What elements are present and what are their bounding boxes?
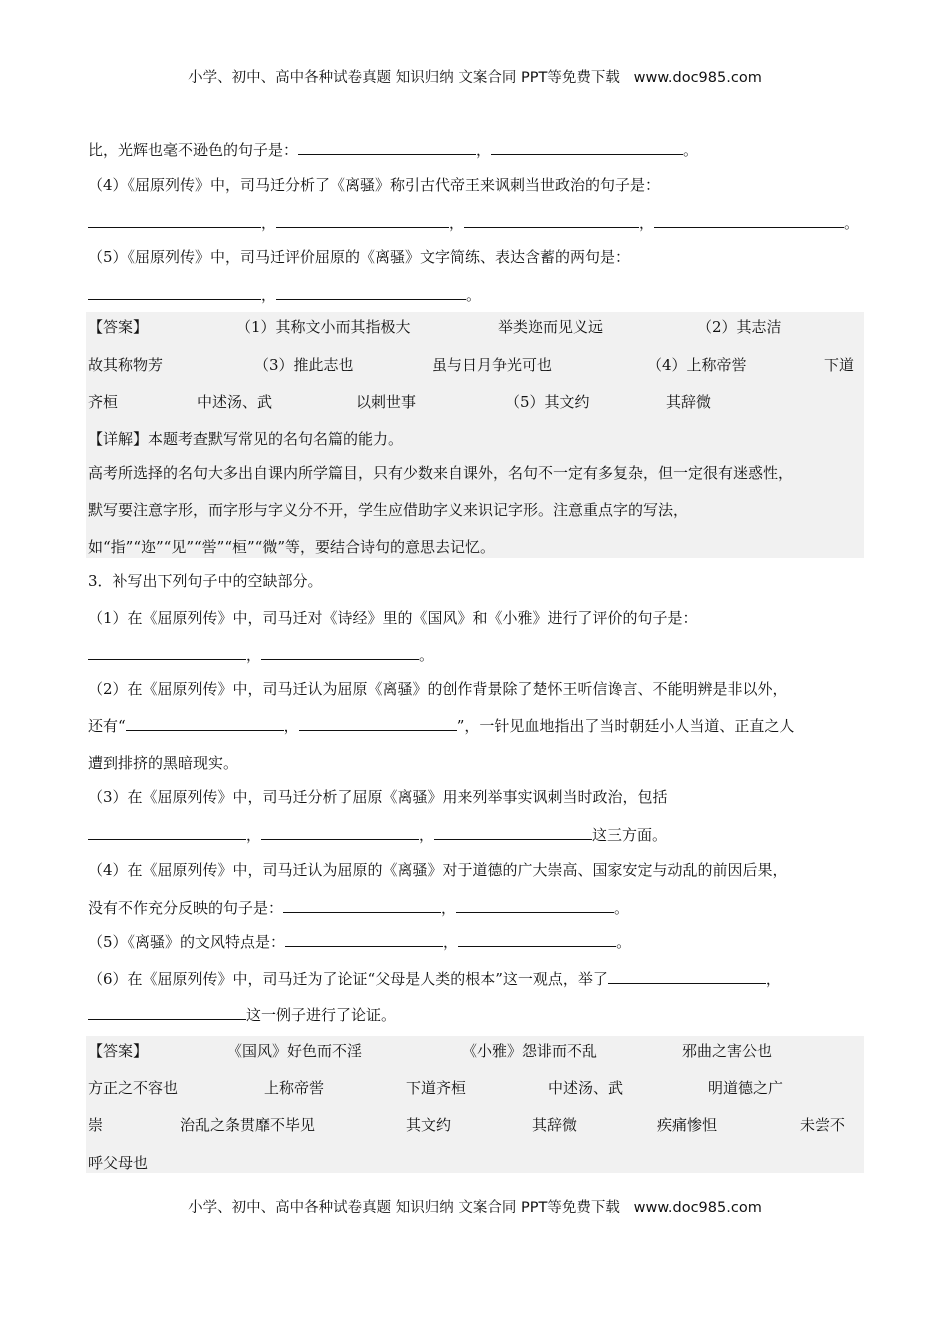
q3-2b xyxy=(88,716,794,736)
blank xyxy=(458,932,616,947)
comma: ， xyxy=(449,214,465,232)
q3-2c: 遭到排挤的黑暗现实。 xyxy=(88,754,239,772)
q3-6a xyxy=(88,969,781,989)
answer-item: 《国风》好色而不淫 xyxy=(227,1042,363,1060)
q3-2a: （2）在《屈原列传》中，司马迁认为屈原《离骚》的创作背景除了楚怀王听信谗言、不能明辨是非以外， xyxy=(88,680,788,698)
comma: ， xyxy=(441,899,457,917)
answer-item: 明道德之广 xyxy=(708,1079,784,1097)
period: 。 xyxy=(614,899,630,917)
comma: ， xyxy=(283,717,299,735)
answer-item: 中述汤、武 xyxy=(548,1079,624,1097)
period: 。 xyxy=(683,141,699,159)
comma: ， xyxy=(765,970,781,988)
blank xyxy=(299,716,457,731)
answer-item: 未尝不 xyxy=(800,1116,846,1134)
comma: ， xyxy=(476,141,492,159)
comma: ， xyxy=(639,214,655,232)
period: 。 xyxy=(844,214,860,232)
answer-item: （4）上称帝喾 xyxy=(647,356,747,374)
answer-item: 呼父母也 xyxy=(88,1154,149,1172)
blank xyxy=(88,825,246,840)
comma: ， xyxy=(246,826,262,844)
answer-item: 其辞微 xyxy=(532,1116,578,1134)
blank xyxy=(298,140,476,155)
blank xyxy=(654,213,844,228)
answer-item: 邪曲之害公也 xyxy=(682,1042,773,1060)
answer-item: 虽与日月争光可也 xyxy=(432,356,553,374)
blank xyxy=(456,898,614,913)
q-text: 没有不作充分反映的句子是： xyxy=(88,899,284,917)
q-text: 这三方面。 xyxy=(592,826,668,844)
blank xyxy=(88,645,246,660)
blank xyxy=(88,285,261,300)
answer-item: （5）其文约 xyxy=(505,393,590,411)
explain-line: 默写要注意字形，而字形与字义分不开，学生应借助字义来识记字形。注意重点字的写法， xyxy=(88,501,689,519)
blank xyxy=(283,898,441,913)
q4-line: （4）《屈原列传》中，司马迁分析了《离骚》称引古代帝王来讽刺当世政治的句子是： xyxy=(88,176,661,194)
answer-item: 崇 xyxy=(88,1116,104,1134)
answer-item: （3）推此志也 xyxy=(254,356,354,374)
q5-line: （5）《屈原列传》中，司马迁评价屈原的《离骚》文字简练、表达含蓄的两句是： xyxy=(88,248,631,266)
blank xyxy=(276,285,466,300)
page-footer xyxy=(0,1196,950,1217)
answer-item: 治乱之条贯靡不毕见 xyxy=(180,1116,316,1134)
answer-item: 举类迩而见义远 xyxy=(498,318,604,336)
blank xyxy=(88,1005,246,1020)
blank xyxy=(285,932,443,947)
answer-item: （2）其志洁 xyxy=(697,318,782,336)
explain-text: 本题考查默写常见的名句名篇的能力。 xyxy=(148,430,404,448)
q3-5 xyxy=(88,932,631,952)
q3-3b xyxy=(88,825,667,845)
blank xyxy=(261,825,419,840)
blank xyxy=(434,825,592,840)
answer-item: 以刺世事 xyxy=(356,393,417,411)
answer-item: 齐桓 xyxy=(88,393,119,411)
answer-item: 上称帝喾 xyxy=(264,1079,325,1097)
blank xyxy=(126,716,284,731)
page-header xyxy=(0,66,950,87)
answer-item: 中述汤、武 xyxy=(197,393,273,411)
blank xyxy=(261,645,419,660)
q-text: 还有“ xyxy=(88,717,126,735)
footer-url: www.doc985.com xyxy=(633,1200,762,1216)
q4-blanks xyxy=(88,213,859,233)
blank xyxy=(491,140,683,155)
q-text: （6）在《屈原列传》中，司马迁为了论证“父母是人类的根本”这一观点，举了 xyxy=(88,970,608,988)
blank xyxy=(608,969,766,984)
explain-label: 【详解】 xyxy=(88,430,149,448)
explain-line: 高考所选择的名句大多出自课内所学篇目，只有少数来自课外，名句不一定有多复杂，但一定很有迷惑性， xyxy=(88,464,794,482)
q3-4b xyxy=(88,898,629,918)
answer-label: 【答案】 xyxy=(88,318,149,336)
blank xyxy=(276,213,449,228)
period: 。 xyxy=(616,933,632,951)
comma: ， xyxy=(261,286,277,304)
answer-label: 【答案】 xyxy=(88,1042,149,1060)
answer-item: 方正之不容也 xyxy=(88,1079,179,1097)
comma: ， xyxy=(443,933,459,951)
q-text: ”，一针见血地指出了当时朝廷小人当道、正直之人 xyxy=(456,717,795,735)
answer-item: 下道 xyxy=(824,356,855,374)
header-text: 小学、初中、高中各种试卷真题 知识归纳 文案合同 PPT等免费下载 xyxy=(188,70,620,86)
period: 。 xyxy=(466,286,482,304)
answer-item: （1）其称文小而其指极大 xyxy=(236,318,411,336)
answer-item: 下道齐桓 xyxy=(406,1079,467,1097)
comma: ， xyxy=(246,646,262,664)
line-1 xyxy=(88,140,698,160)
answer-item: 《小雅》怨诽而不乱 xyxy=(462,1042,598,1060)
q3-4a: （4）在《屈原列传》中，司马迁认为屈原的《离骚》对于道德的广大崇高、国家安定与动乱的前因后果， xyxy=(88,861,788,879)
answer-item: 故其称物芳 xyxy=(88,356,164,374)
period: 。 xyxy=(419,646,435,664)
q-text: 比，光辉也毫不逊色的句子是： xyxy=(88,141,299,159)
q3-6b xyxy=(88,1005,396,1025)
comma: ， xyxy=(419,826,435,844)
q-text: （5）《离骚》的文风特点是： xyxy=(88,933,286,951)
answer-item: 其文约 xyxy=(406,1116,452,1134)
explain-first-line xyxy=(88,429,403,449)
blank xyxy=(88,213,261,228)
header-url: www.doc985.com xyxy=(633,70,762,86)
footer-text: 小学、初中、高中各种试卷真题 知识归纳 文案合同 PPT等免费下载 xyxy=(188,1200,620,1216)
q3-1: （1）在《屈原列传》中，司马迁对《诗经》里的《国风》和《小雅》进行了评价的句子是： xyxy=(88,609,698,627)
comma: ， xyxy=(261,214,277,232)
q3-3a: （3）在《屈原列传》中，司马迁分析了屈原《离骚》用来列举事实讽刺当时政治，包括 xyxy=(88,788,668,806)
q3-title: 3．补写出下列句子中的空缺部分。 xyxy=(88,572,323,590)
q-text: 这一例子进行了论证。 xyxy=(246,1006,397,1024)
blank xyxy=(464,213,639,228)
answer-item: 疾痛惨怛 xyxy=(657,1116,718,1134)
explain-line: 如“指”“迩”“见”“喾”“桓”“微”等，要结合诗句的意思去记忆。 xyxy=(88,538,496,556)
answer-item: 其辞微 xyxy=(666,393,712,411)
q3-1-blanks xyxy=(88,645,434,665)
q5-blanks xyxy=(88,285,481,305)
